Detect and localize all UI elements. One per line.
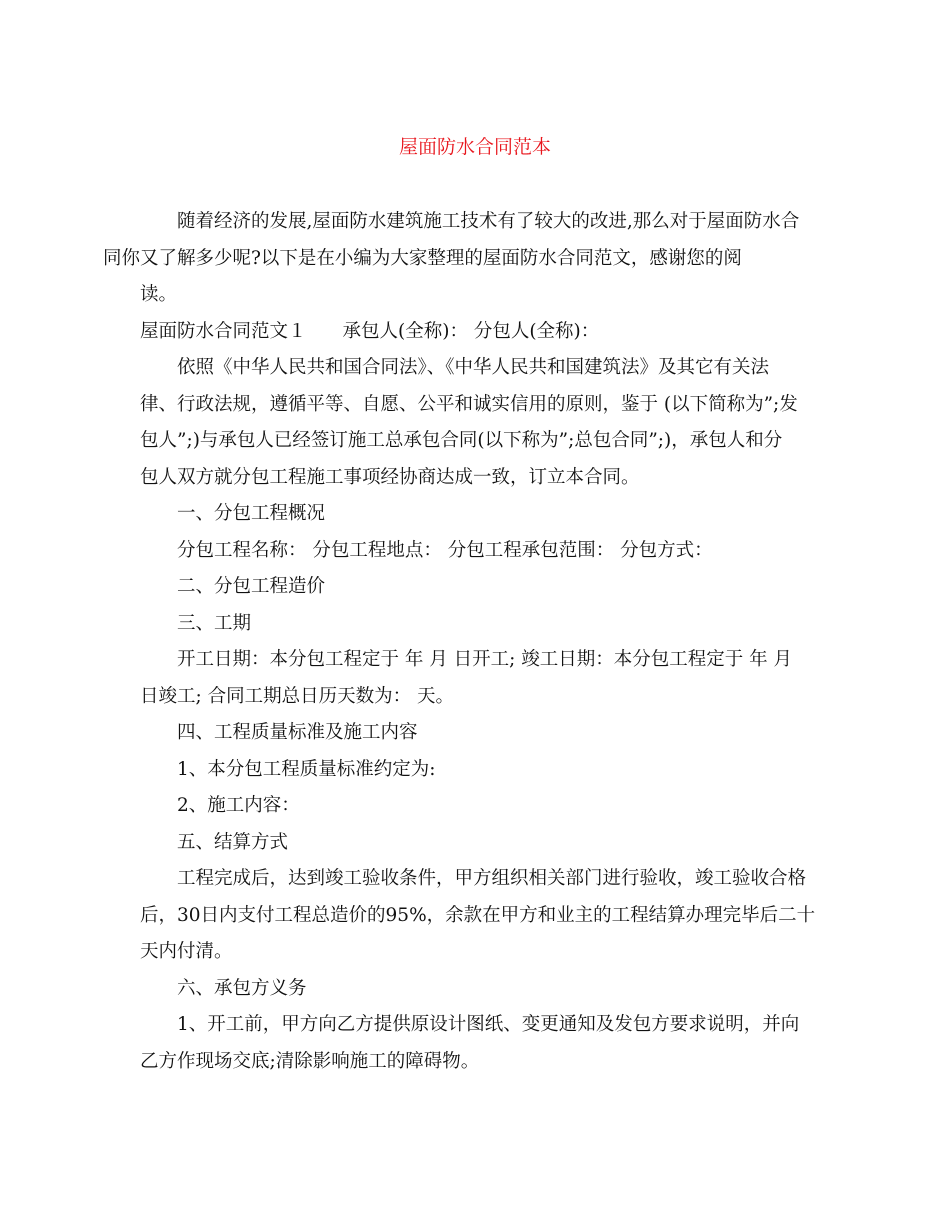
intro-line: 随着经济的发展,屋面防水建筑施工技术有了较大的改进,那么对于屋面防水合 — [177, 211, 800, 232]
obligation-line: 1、开工前，甲方向乙方提供原设计图纸、变更通知及发包方要求说明，并向 — [177, 1014, 800, 1035]
section-heading: 一、分包工程概况 — [177, 503, 326, 524]
basis-line: 包人双方就分包工程施工事项经协商达成一致，订立本合同。 — [140, 466, 640, 488]
intro-paragraph — [103, 204, 812, 314]
obligation-paragraph — [140, 1007, 812, 1080]
list-item: 1、本分包工程质量标准约定为: — [177, 758, 436, 780]
document-body — [103, 204, 816, 1080]
intro-line: 同你又了解多少呢?以下是在小编为大家整理的屋面防水合同范文，感谢您的阅 — [103, 247, 742, 269]
section-text: 分包工程名称： 分包工程地点： 分包工程承包范围： 分包方式： — [177, 539, 713, 561]
intro-line: 读。 — [140, 284, 178, 305]
list-item: 2、施工内容： — [177, 795, 300, 816]
schedule-line: 开工日期：本分包工程定于 年 月 日开工; 竣工日期：本分包工程定于 年 月 — [177, 649, 793, 670]
section-heading: 五、结算方式 — [177, 831, 289, 853]
schedule-paragraph — [140, 642, 812, 715]
parties-label: 承包人(全称)： 分包人(全称)： — [342, 320, 600, 342]
settlement-line: 后，30日内支付工程总造价的95%，余款在甲方和业主的工程结算办理完毕后二十 — [140, 904, 816, 926]
settlement-line: 工程完成后，达到竣工验收条件，甲方组织相关部门进行验收，竣工验收合格 — [177, 868, 807, 889]
sample-heading: 屋面防水合同范文１ — [140, 320, 307, 342]
basis-line: 律、行政法规，遵循平等、自愿、公平和诚实信用的原则，鉴于 (以下简称为”;发 — [140, 393, 798, 415]
section-heading: 三、工期 — [177, 612, 252, 634]
heading-line — [140, 314, 812, 351]
section-heading: 二、分包工程造价 — [177, 576, 326, 597]
basis-line: 包人”;)与承包人已经签订施工总承包合同(以下称为”;总包合同”;)，承包人和分 — [140, 430, 783, 451]
settlement-paragraph — [140, 861, 816, 971]
settlement-line: 天内付清。 — [140, 941, 233, 962]
basis-line: 依照《中华人民共和国合同法》、《中华人民共和国建筑法》及其它有关法 — [177, 357, 770, 378]
document-title: 屋面防水合同范本 — [398, 136, 551, 158]
section-heading: 四、工程质量标准及施工内容 — [177, 722, 418, 743]
obligation-line: 乙方作现场交底;清除影响施工的障碍物。 — [140, 1050, 480, 1072]
section-heading: 六、承包方义务 — [177, 977, 307, 999]
basis-paragraph — [140, 350, 812, 496]
schedule-line: 日竣工; 合同工期总日历天数为： 天。 — [140, 685, 454, 707]
